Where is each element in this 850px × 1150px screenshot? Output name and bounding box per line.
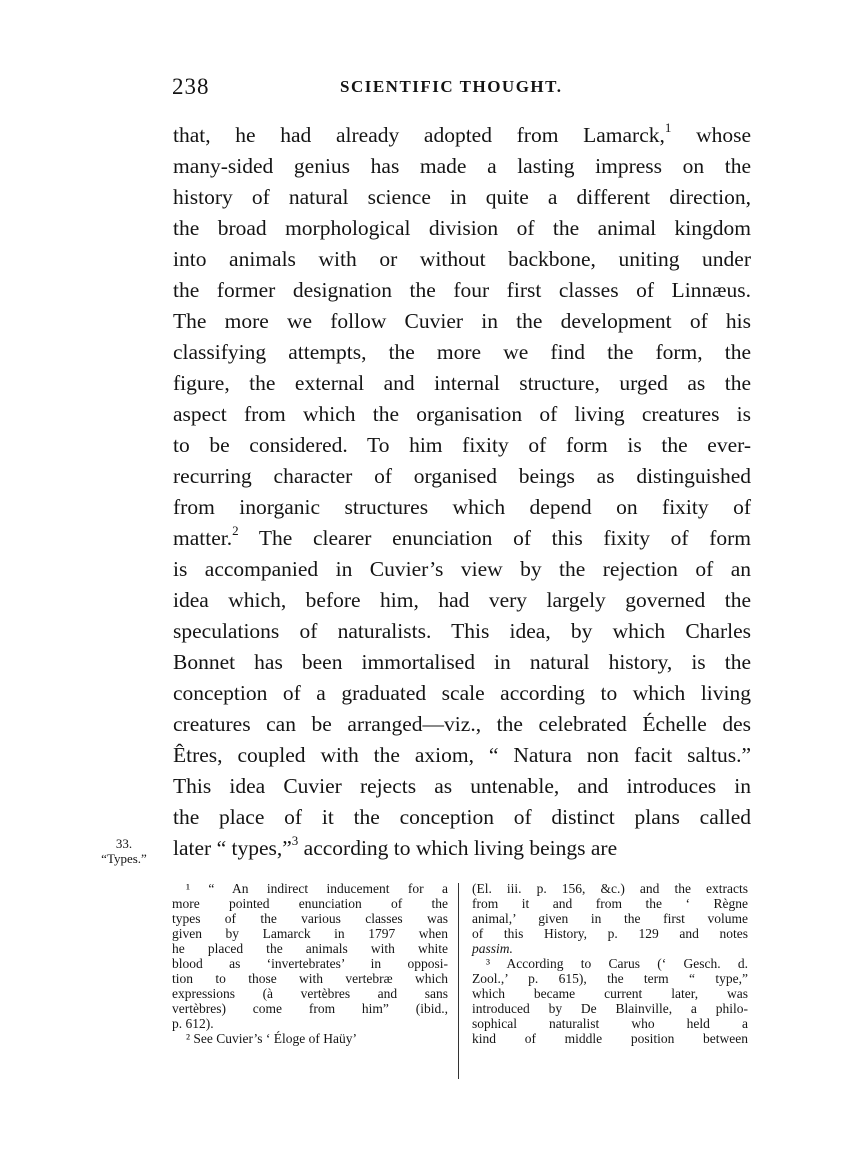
body-line-text: aspect from which the organisation of living creatures is [173, 402, 751, 426]
body-line-text: figure, the external and internal structure, urged as the [173, 371, 751, 395]
body-line-text: later “ types,” [173, 836, 292, 860]
running-title: SCIENTIFIC THOUGHT. [340, 77, 563, 96]
footnote-line: passim. [472, 941, 513, 956]
body-line [173, 461, 751, 492]
footnote-line: of this History, p. 129 and notes [472, 926, 748, 941]
body-line-text: Êtres, coupled with the axiom, “ Natura non facit saltus.” [173, 743, 751, 767]
body-line-text: many-sided genius has made a lasting impress on the [173, 154, 751, 178]
body-text [173, 120, 751, 864]
footnote-line: more pointed enunciation of the [172, 896, 448, 911]
body-line [173, 275, 751, 306]
footnote-line: vertèbres) come from him” (ibid., [172, 1001, 448, 1016]
body-line [173, 833, 751, 864]
footnote-marker: 1 [664, 119, 672, 135]
footnote-line: animal,’ given in the first volume [472, 911, 748, 926]
body-line [173, 554, 751, 585]
footnote-line: expressions (à vertèbres and sans [172, 986, 448, 1001]
body-line [173, 523, 751, 554]
footnote-line: he placed the animals with white [172, 941, 448, 956]
footnote-line: (El. iii. p. 156, &c.) and the extracts [472, 881, 748, 896]
body-line-text: to be considered. To him fixity of form is the ever- [173, 433, 751, 457]
body-line-text: the broad morphological division of the animal kingdom [173, 216, 751, 240]
body-line [173, 399, 751, 430]
footnote-marker: 2 [232, 522, 239, 538]
footnote-line: sophical naturalist who held a [472, 1016, 748, 1031]
body-line-text: the place of it the conception of distinct plans called [173, 805, 751, 829]
margin-note-number: 33. [115, 836, 133, 851]
footnote-line: introduced by De Blainville, a philo- [472, 1001, 748, 1016]
footnote-line: tion to those with vertebræ which [172, 971, 448, 986]
body-line [173, 678, 751, 709]
body-line-text: Bonnet has been immortalised in natural history, is the [173, 650, 751, 674]
body-line [173, 120, 751, 151]
footnote-line: ³ According to Carus (‘ Gesch. d. [486, 956, 748, 971]
body-line-text: creatures can be arranged—viz., the celebrated Échelle des [173, 712, 751, 736]
footnote-line: Zool.,’ p. 615), the term “ type,” [472, 971, 748, 986]
footnote-line: ¹ “ An indirect inducement for a [186, 881, 448, 896]
footnote-marker: 3 [291, 832, 299, 848]
footnote-line: which became current later, was [472, 986, 748, 1001]
body-line [173, 740, 751, 771]
body-line-text: from inorganic structures which depend on fixity of [173, 495, 751, 519]
footnotes-left-column [172, 881, 448, 1046]
footnote-line: kind of middle position between [472, 1031, 748, 1046]
body-line-text-after: whose [671, 123, 752, 147]
body-line [173, 182, 751, 213]
body-line-text: This idea Cuvier rejects as untenable, and introduces in [173, 774, 751, 798]
body-line [173, 213, 751, 244]
margin-note-label: “Types.” [101, 851, 147, 866]
body-line [173, 616, 751, 647]
body-line-text: idea which, before him, had very largely governed the [173, 588, 751, 612]
footnote-line: types of the various classes was [172, 911, 448, 926]
running-header [172, 74, 750, 104]
body-line-text: the former designation the four first classes of Linnæus. [173, 278, 751, 302]
body-line-text: history of natural science in quite a different direction, [173, 185, 751, 209]
footnote-line: p. 612). [172, 1016, 214, 1031]
body-line-text-after: according to which living beings are [298, 836, 618, 860]
body-line [173, 368, 751, 399]
body-line [173, 306, 751, 337]
footnote-line: blood as ‘invertebrates’ in opposi- [172, 956, 448, 971]
body-line [173, 585, 751, 616]
body-line-text: matter. [173, 526, 233, 550]
page-number: 238 [172, 74, 210, 99]
body-line [173, 337, 751, 368]
footnote-line: given by Lamarck in 1797 when [172, 926, 448, 941]
footnotes-right-column [472, 881, 748, 1046]
body-line [173, 709, 751, 740]
body-line [173, 771, 751, 802]
margin-note [84, 836, 164, 866]
body-line-text: speculations of naturalists. This idea, by which Charles [173, 619, 751, 643]
body-line-text: conception of a graduated scale according to which living [173, 681, 751, 705]
body-line [173, 802, 751, 833]
body-line [173, 647, 751, 678]
body-line [173, 244, 751, 275]
footnote-line: ² See Cuvier’s ‘ Éloge of Haüy’ [186, 1031, 358, 1046]
footnote-line: from it and from the ‘ Règne [472, 896, 748, 911]
body-line-text-after: The clearer enunciation of this fixity of form [238, 526, 751, 550]
body-line-text: that, he had already adopted from Lamarck, [173, 123, 665, 147]
footnote-column-divider [458, 883, 459, 1079]
body-line-text: is accompanied in Cuvier’s view by the rejection of an [173, 557, 751, 581]
body-line-text: recurring character of organised beings as distinguished [173, 464, 751, 488]
body-line-text: The more we follow Cuvier in the development of his [173, 309, 751, 333]
body-line [173, 430, 751, 461]
body-line [173, 151, 751, 182]
body-line-text: into animals with or without backbone, uniting under [173, 247, 751, 271]
body-line-text: classifying attempts, the more we find the form, the [173, 340, 751, 364]
body-line [173, 492, 751, 523]
